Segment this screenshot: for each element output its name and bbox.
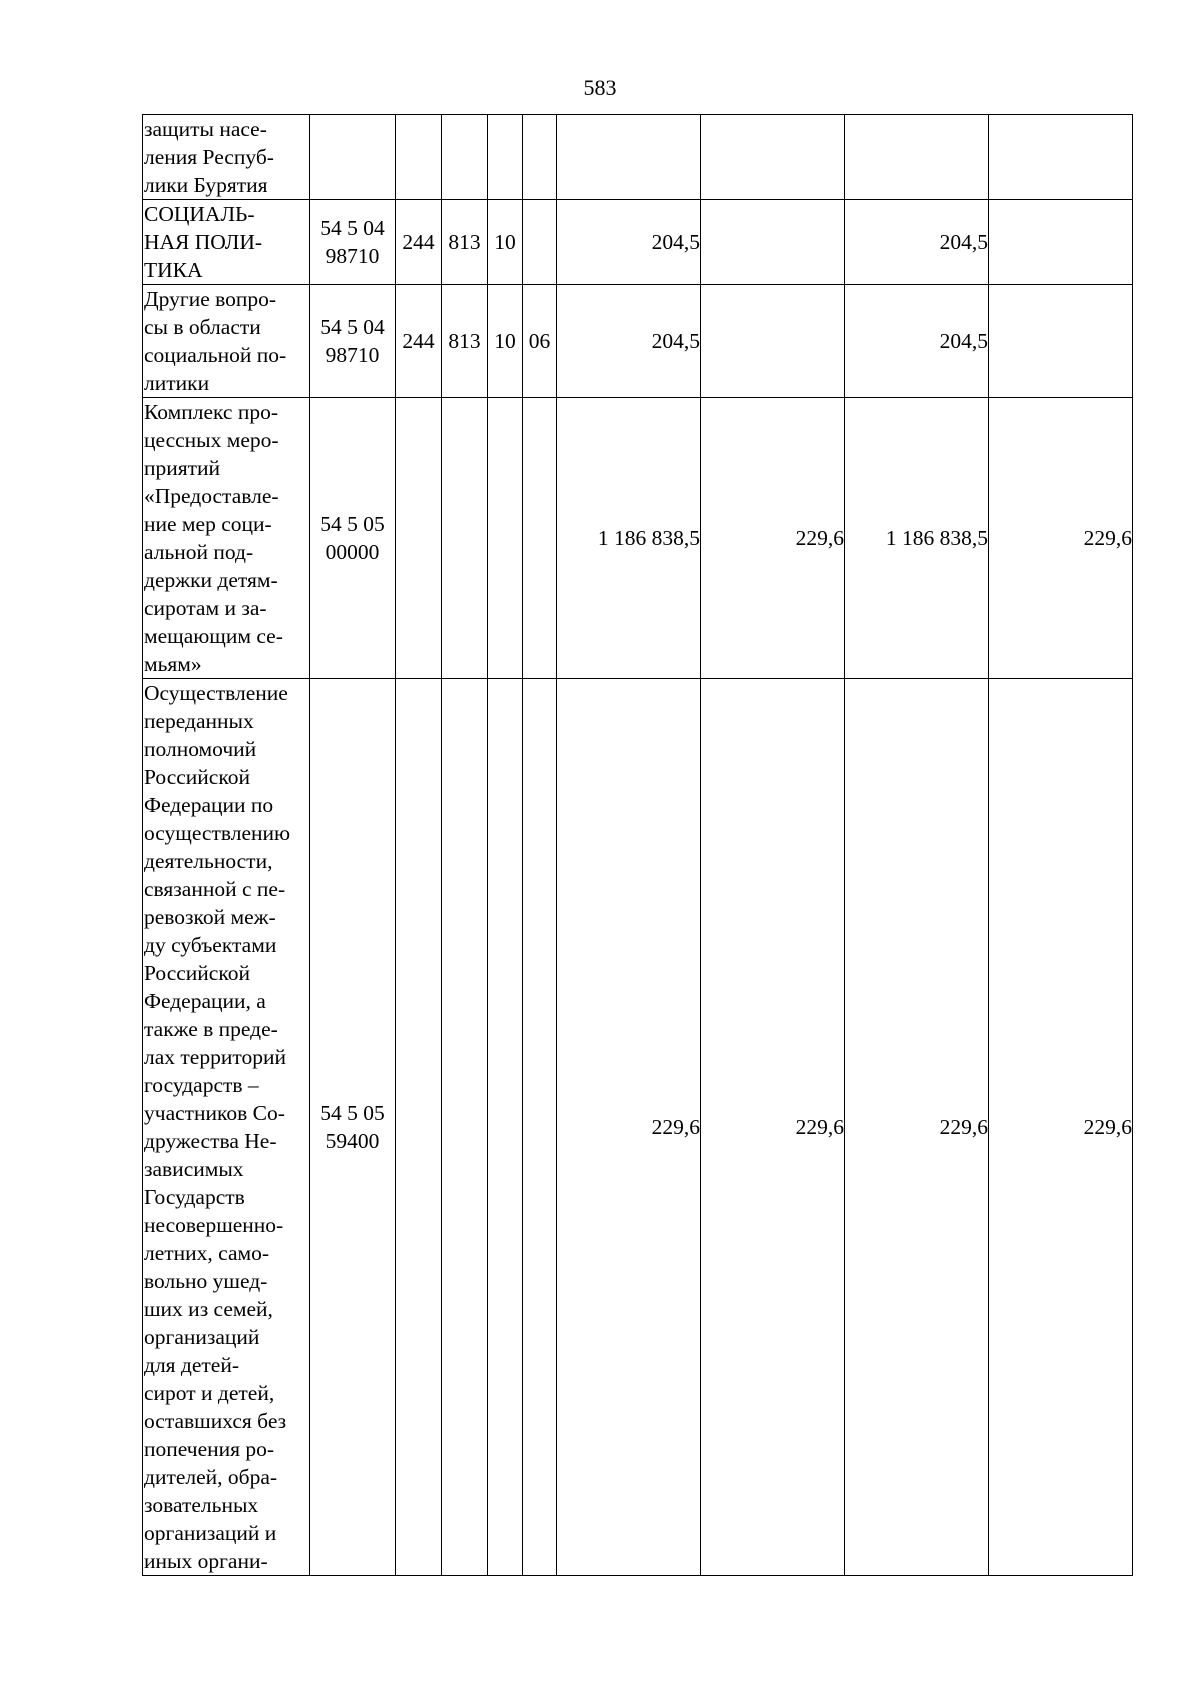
subsection-code-cell: 06 [523,285,557,398]
row-name-line: для детей- [144,1353,240,1377]
expense-type-cell [396,398,442,679]
amount-total-2026-cell: 1 186 838,5 [845,398,989,679]
row-name-line: государств – [144,1073,259,1097]
row-name-line: иных органи- [144,1549,268,1573]
target-article-code-line: 59400 [325,1129,380,1153]
table-row [143,679,1133,1576]
row-name-line: также в преде- [144,1017,278,1041]
row-name-line: ших из семей, [144,1297,273,1321]
row-name-line: защиты насе- [144,117,267,141]
amount-total-2026-cell: 229,6 [845,679,989,1576]
amount-total-2025-cell: 204,5 [557,285,701,398]
row-name-cell [143,679,310,1576]
row-name-line: несовершенно- [144,1213,284,1237]
row-name-line: ревозкой меж- [144,905,276,929]
row-name-line: ду субъектами [144,933,277,957]
page-number: 583 [583,75,617,100]
target-article-code-line: 98710 [325,244,380,268]
row-name-line: Государств [144,1185,245,1209]
table-row [143,398,1133,679]
row-name-line: Другие вопро- [144,287,277,311]
row-name-line: организаций [144,1325,260,1349]
target-article-code-cell [310,398,396,679]
row-name-cell [143,285,310,398]
row-name-line: дружества Не- [144,1129,277,1153]
expense-type-cell [396,679,442,1576]
amount-federal-2025-cell [701,200,845,285]
subsection-code-cell [523,115,557,200]
table-row [143,285,1133,398]
row-name-line: оставшихся без [144,1409,287,1433]
row-name-line: попечения ро- [144,1437,275,1461]
row-name-line: приятий [144,456,221,480]
row-name-line: ТИКА [144,258,203,282]
row-name-line: цессных меро- [144,428,279,452]
amount-total-2025-cell: 204,5 [557,200,701,285]
row-name-line: зависимых [144,1157,244,1181]
row-name-line: Федерации по [144,793,274,817]
department-code-cell [442,398,488,679]
row-name-line: деятельности, [144,849,273,873]
target-article-code-line: 54 5 04 [320,315,385,339]
row-name-line: социальной по- [144,343,287,367]
amount-federal-2025-cell: 229,6 [701,679,845,1576]
amount-total-2026-cell: 204,5 [845,200,989,285]
target-article-code-cell [310,679,396,1576]
expense-type-cell [396,115,442,200]
row-name-line: литики [144,371,210,395]
row-name-line: держки детям- [144,568,278,592]
amount-federal-2026-cell [989,285,1133,398]
target-article-code-line: 54 5 04 [320,216,385,240]
amount-total-2026-cell [845,115,989,200]
row-name-line: летних, само- [144,1241,270,1265]
subsection-code-cell [523,200,557,285]
department-code-cell: 813 [442,200,488,285]
amount-total-2025-cell: 229,6 [557,679,701,1576]
subsection-code-cell [523,398,557,679]
section-code-cell: 10 [488,285,523,398]
amount-federal-2025-cell: 229,6 [701,398,845,679]
amount-federal-2025-cell [701,285,845,398]
row-name-line: сиротам и за- [144,596,267,620]
row-name-line: ления Респуб- [144,145,274,169]
budget-table [142,114,1133,1576]
row-name-line: зовательных [144,1493,259,1517]
expense-type-cell: 244 [396,200,442,285]
table-row [143,200,1133,285]
section-code-cell: 10 [488,200,523,285]
table-body [143,115,1133,1576]
target-article-code-cell [310,115,396,200]
row-name-line: осуществлению [144,821,291,845]
department-code-cell [442,679,488,1576]
target-article-code-line: 54 5 05 [320,512,385,536]
amount-federal-2026-cell: 229,6 [989,398,1133,679]
target-article-code-line: 54 5 05 [320,1101,385,1125]
row-name-line: Российской [144,961,250,985]
row-name-line: Российской [144,765,250,789]
amount-federal-2025-cell [701,115,845,200]
target-article-code-cell [310,285,396,398]
section-code-cell [488,398,523,679]
row-name-cell [143,398,310,679]
row-name-line: сирот и детей, [144,1381,275,1405]
row-name-line: вольно ушед- [144,1269,268,1293]
amount-total-2025-cell [557,115,701,200]
amount-federal-2026-cell [989,115,1133,200]
row-name-line: мещающим се- [144,624,283,648]
subsection-code-cell [523,679,557,1576]
row-name-line: альной под- [144,540,254,564]
row-name-line: СОЦИАЛЬ- [144,202,255,226]
row-name-line: полномочий [144,737,257,761]
row-name-line: организаций и [144,1521,277,1545]
row-name-line: дителей, обра- [144,1465,278,1489]
row-name-line: мьям» [144,652,202,676]
section-code-cell [488,115,523,200]
amount-federal-2026-cell [989,200,1133,285]
expense-type-cell: 244 [396,285,442,398]
target-article-code-line: 00000 [325,540,380,564]
row-name-cell [143,200,310,285]
amount-total-2025-cell: 1 186 838,5 [557,398,701,679]
amount-federal-2026-cell: 229,6 [989,679,1133,1576]
row-name-line: сы в области [144,315,261,339]
row-name-line: «Предоставле- [144,484,279,508]
table-row [143,115,1133,200]
row-name-line: участников Со- [144,1101,285,1125]
row-name-line: лах территорий [144,1045,286,1069]
section-code-cell [488,679,523,1576]
department-code-cell [442,115,488,200]
target-article-code-cell [310,200,396,285]
row-name-cell [143,115,310,200]
target-article-code-line: 98710 [325,343,380,367]
department-code-cell: 813 [442,285,488,398]
row-name-line: НАЯ ПОЛИ- [144,230,263,254]
row-name-line: переданных [144,709,254,733]
amount-total-2026-cell: 204,5 [845,285,989,398]
row-name-line: Осуществление [144,681,288,705]
row-name-line: Федерации, а [144,989,266,1013]
row-name-line: Комплекс про- [144,400,278,424]
row-name-line: связанной с пе- [144,877,286,901]
row-name-line: ние мер соци- [144,512,272,536]
row-name-line: лики Бурятия [144,173,268,197]
